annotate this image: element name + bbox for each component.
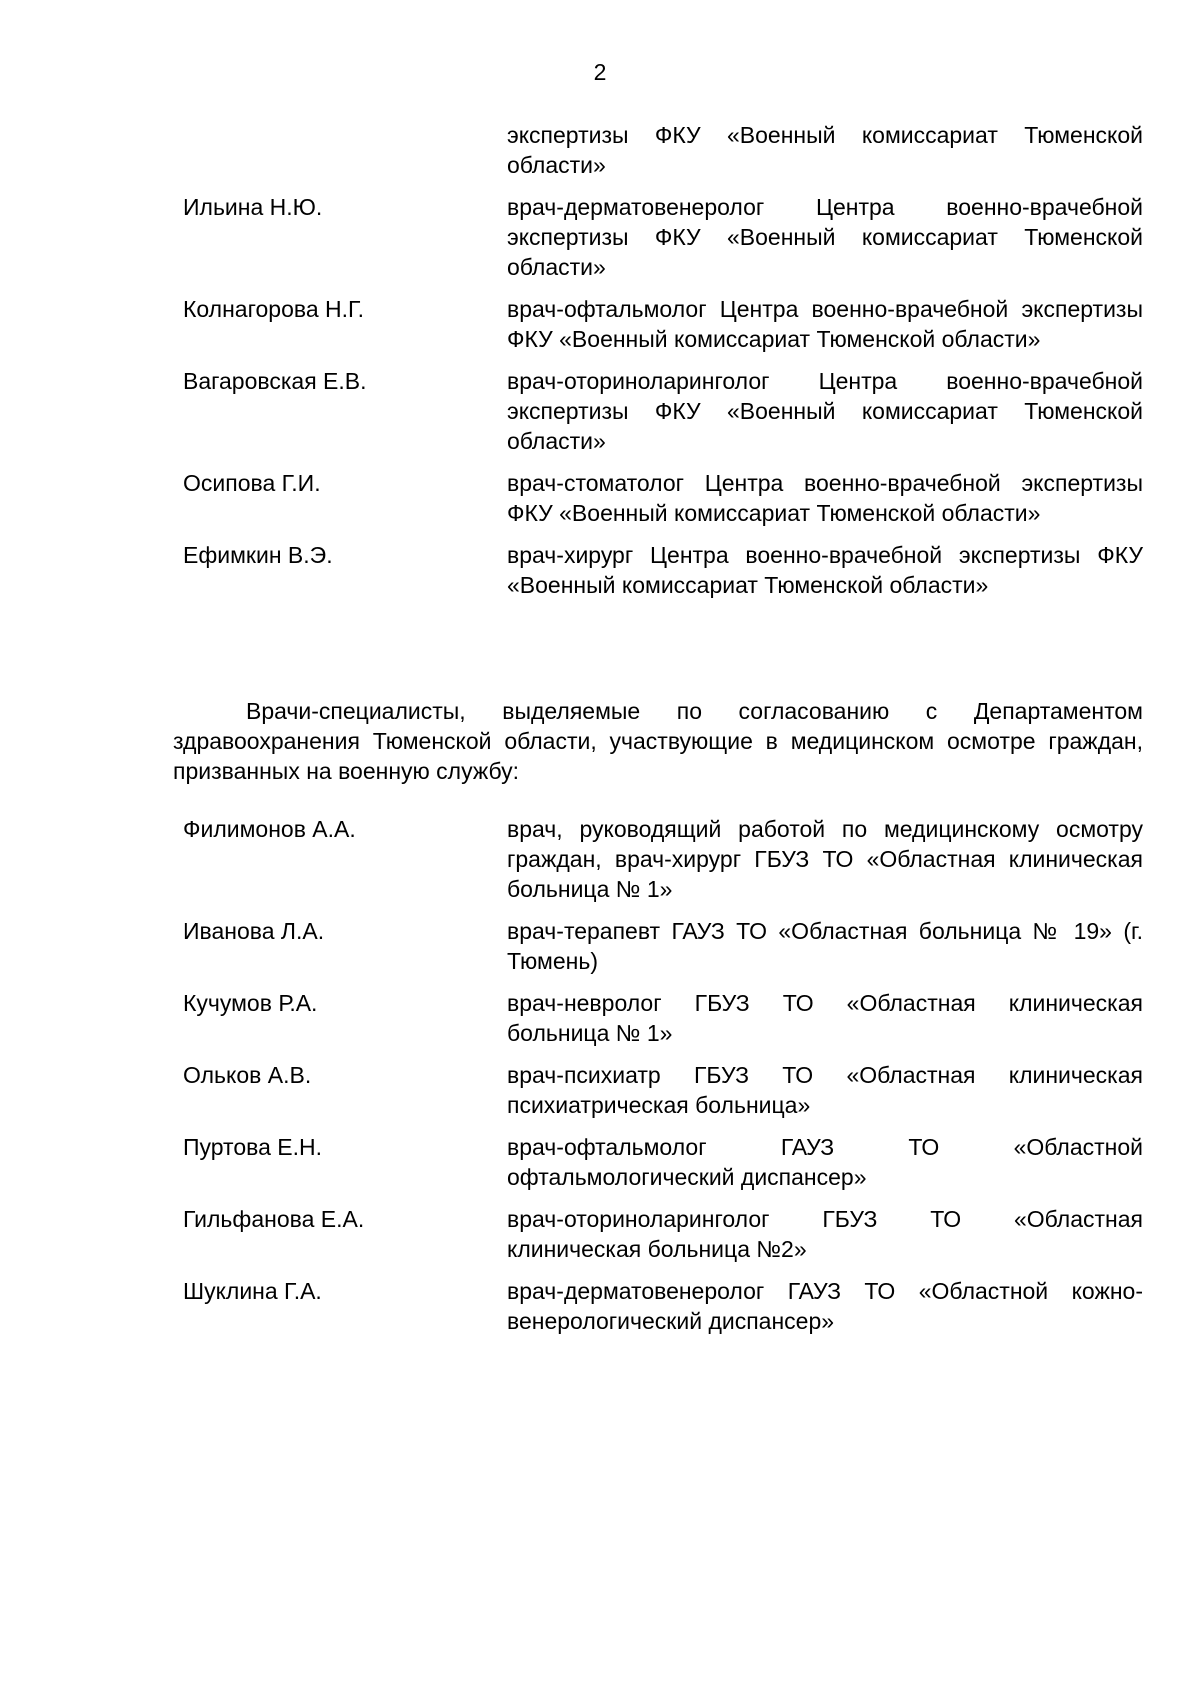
member-role: врач-терапевт ГАУЗ ТО «Областная больница № 19» (г. Тюмень) <box>507 918 1143 974</box>
member-name: Ильина Н.Ю. <box>183 194 323 220</box>
roster-entry <box>183 294 1143 354</box>
member-role: врач-оториноларинголог Центра военно-врачебной экспертизы ФКУ «Военный комиссариат Тюменской области» <box>507 368 1143 454</box>
member-name: Шуклина Г.А. <box>183 1278 322 1304</box>
roster-entry <box>183 916 1143 976</box>
member-name: Филимонов А.А. <box>183 816 356 842</box>
member-name: Гильфанова Е.А. <box>183 1206 365 1232</box>
member-role: врач-офтальмолог ГАУЗ ТО «Областной офтальмологический диспансер» <box>507 1134 1143 1190</box>
member-name: Кучумов Р.А. <box>183 990 318 1016</box>
member-role: врач-психиатр ГБУЗ ТО «Областная клиническая психиатрическая больница» <box>507 1062 1143 1118</box>
member-name: Ефимкин В.Э. <box>183 542 333 568</box>
member-name: Ольков А.В. <box>183 1062 312 1088</box>
member-role: врач, руководящий работой по медицинскому осмотру граждан, врач-хирург ГБУЗ ТО «Областная клиническая больница № 1» <box>507 816 1143 902</box>
roster-entry <box>183 1060 1143 1120</box>
roster-entry <box>183 192 1143 282</box>
roster-entry <box>183 468 1143 528</box>
roster-entry <box>183 814 1143 904</box>
roster-entry <box>183 1132 1143 1192</box>
specialists-roster <box>183 814 1143 1348</box>
specialists-intro-paragraph: Врачи-специалисты, выделяемые по согласованию с Департаментом здравоохранения Тюменской области, участвующие в медицинском осмотре граждан, призванных на военную службу: <box>173 698 1143 784</box>
roster-entry <box>183 120 1143 180</box>
member-name: Пуртова Е.Н. <box>183 1134 322 1160</box>
member-role: врач-хирург Центра военно-врачебной экспертизы ФКУ «Военный комиссариат Тюменской области» <box>507 542 1143 598</box>
roster-entry <box>183 988 1143 1048</box>
page-number: 2 <box>593 59 607 85</box>
commission-roster <box>183 120 1143 612</box>
member-name: Колнагорова Н.Г. <box>183 296 365 322</box>
member-name <box>183 120 507 180</box>
member-role: врач-невролог ГБУЗ ТО «Областная клиническая больница № 1» <box>507 990 1143 1046</box>
member-role: врач-стоматолог Центра военно-врачебной экспертизы ФКУ «Военный комиссариат Тюменской области» <box>507 470 1143 526</box>
member-name: Вагаровская Е.В. <box>183 368 367 394</box>
roster-entry <box>183 540 1143 600</box>
member-role: врач-дерматовенеролог Центра военно-врачебной экспертизы ФКУ «Военный комиссариат Тюменской области» <box>507 194 1143 280</box>
member-name: Осипова Г.И. <box>183 470 321 496</box>
roster-entry <box>183 366 1143 456</box>
roster-entry <box>183 1276 1143 1336</box>
member-name: Иванова Л.А. <box>183 918 325 944</box>
member-role: экспертизы ФКУ «Военный комиссариат Тюменской области» <box>507 122 1143 178</box>
member-role: врач-дерматовенеролог ГАУЗ ТО «Областной кожно-венерологический диспансер» <box>507 1278 1143 1334</box>
member-role: врач-офтальмолог Центра военно-врачебной экспертизы ФКУ «Военный комиссариат Тюменской области» <box>507 296 1143 352</box>
roster-entry <box>183 1204 1143 1264</box>
member-role: врач-оториноларинголог ГБУЗ ТО «Областная клиническая больница №2» <box>507 1206 1143 1262</box>
